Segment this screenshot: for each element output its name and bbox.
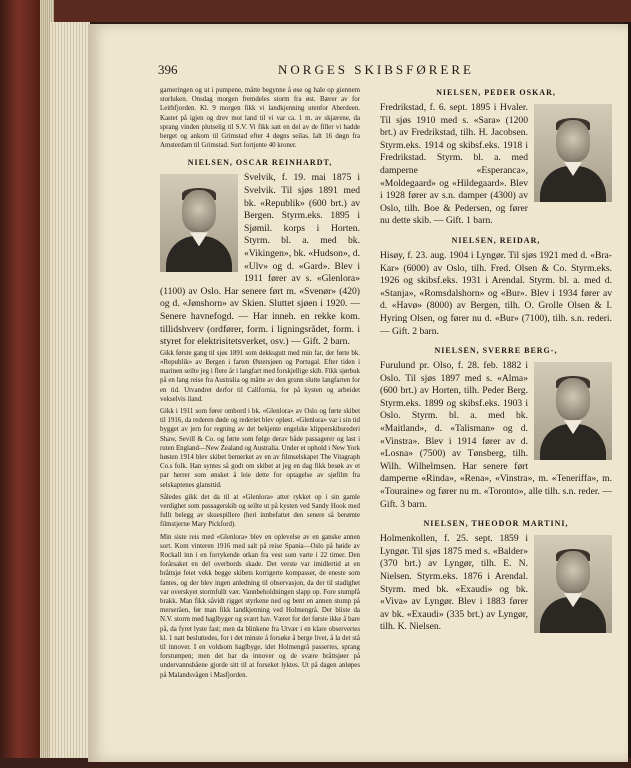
portrait-photo [534, 535, 612, 633]
entry-bio: Furulund pr. Olso, f. 28. feb. 1882 i Oslo. Til sjøs 1897 med s. «Alma» (600 brt.) av Horten, tilh. Peder Berg. Styrm.eks. 1899 og skibsf.eks. 1903 i Oslo. Styrm. bl. a. med bk. «Maitland», d. «Talisman» og d. «Vinstra». Blev i 1914 fører av d. «Losna» (7500) av Tønsberg, tilh. Wilh. Wilhelmsen. Har senere ført damperne «Rinda», «Rena», «Vinstra», m. «Teneriffa», m. «Touraine» og fører nu m. «Toronto», alle tilh. s.n. reder. — Gift. 3 barn. [380, 360, 612, 510]
entry-bio-block [160, 172, 360, 348]
entry-heading: NIELSEN, PEDER OSKAR, [436, 88, 556, 97]
story-paragraph: Således gikk det da til at «Glenlora» atter rykket op i sin gamle verdighet som passagerskib og seilte ut på kysten ved Sandy Hook med fullt belegg av skuespillere (heri innbefattet den senere så berømte filmstjerne Mary Pickford). [160, 493, 360, 529]
story-paragraph: Gikk første gang til sjøs 1891 som dekksgutt med min far, der førte bk. «Republik» av Bergen i farten Østersjøen og Portugal. Efter tiden i marinen seilte jeg i flere år i langfart med forskjellige skib. Fikk sjørbuk på en lang reise fra Australia og måtte av den grunn slutte langfarten for en tid. Utvandret derfor til California, for på kysten og arbeidet vekselvis iland. [160, 349, 360, 403]
portrait-photo [534, 362, 612, 460]
story-paragraph: Min siste reis med «Glenlora» blev en oplevelse av en ganske annen sort. Kom vinteren 1916 med salt på reise Spania—Oslo på høide av Rockall inn i en forrykende orkan fra vest som varte i 22 timer. Den forårsaket en del overbords skade. Det verste var imidlertid at en bråttsjø feiet vekk begge skibets korrigerte kompasser, de eneste som fantes, og der blev ingen anledning til observasjon, da der til stadighet var overskyet stormfullt vær. Vannbeholdningen slapp op. Fore stumpfå brakk. Man fikk såvidt rigget styrkene ned og bent en annen stump på merseråen, før man fikk landkjenning ved Holmengrå. Der bliste da N.V. storm med haglbyger og svært hav. Været for det første ikke å bare på, da fyret lyste fast; men da blinkene fra Utvær i en klare observertes kl. 1 natt besluttedes, for i det minste å forsøke å berge livet, å la det stå til innover. I en voldsom haglbyge, idet Holmengrå passertes, sprang forstumpen; men det bar da innover og de svære bråttsjøer på undervannsbåene gjorde sitt til at forseket lyktes. Ut på dagen anløpes på Malandsvågen i Masfjorden. [160, 533, 360, 679]
entry-heading: NIELSEN, THEODOR MARTINI, [423, 519, 569, 529]
entry-bio: Svelvik, f. 19. mai 1875 i Svelvik. Til sjøs 1891 med bk. «Republik» (600 brt.) av Bergen. Styrm.eks. 1895 i Sjømil. korps i Horten. Styrm. bl. a. med bk. «Vikingen», bk. «Hudson», d. «Ulv» og d. «Gard». Blev i 1911 fører av s. «Glenlora» (1100) av Oslo. Har senere ført m. «Svenør» (420) og d. «Jønshorn» av Skien. Sluttet sjøen i 1920. — Senere havnefogd. — Har inneh. en rekke kom. tillidshverv (ordfører, form. i ligningsrådet, form. i styret for elektrisitetsverket, osv.) — Gift. 2 barn. [160, 172, 360, 348]
entry-bio-block [380, 102, 612, 228]
running-header [88, 62, 628, 82]
story-paragraph: Gikk i 1911 som fører ombord i bk. «Glenlora» av Oslo og førte skibet til 1916, da rederen døde og rederiet blev opløst. «Glenlora» var i sin tid bygget av jern for regning av det bekjente engelske klipperskibsrederi Shaw, Sevill & Co. og førte som følge derav både passagerer og last i ruten England—New Zealand og Australia. Under et ophold i New York høsten 1914 blev skibet bemerket av en av filmselskapet The Vitagraph Co.s folk. Han syntes så godt om skibet at jeg en dag fikk besøk av et par herrer som ønsket å leie dette for optagelse av sjøfilm fra selskaptenes glansttid. [160, 407, 360, 489]
entry-bio-block [380, 533, 612, 635]
entry-heading: NIELSEN, OSCAR REINHARDT, [187, 158, 333, 168]
entry-bio-block [380, 360, 612, 511]
book-cover-top [0, 0, 631, 22]
entry-heading: NIELSEN, REIDAR, [451, 235, 541, 245]
book-page [88, 24, 628, 762]
entry-bio: Fredrikstad, f. 6. sept. 1895 i Hvaler. Til sjøs 1910 med s. «Sara» (1200 brt.) av Fredrikstad, tilh. H. Jacobsen. Styrm.eks. 1914 og skibsf.eks. 1918 i Fredrikstad. Styrm. bl. a. med damperne «Esperanca», «Moldegaard» og «Hildegaard». Blev i 1928 fører av s.n. damper (4300) av Oslo, tilh. Boe & Pedersen, og fører nu dette skib. — Gift. 1 barn. [380, 102, 528, 227]
entry-bio: Hisøy, f. 23. aug. 1904 i Lyngør. Til sjøs 1921 med d. «Bra-Kar» (6000) av Oslo, tilh. Fred. Olsen & Co. Styrm.eks. 1926 og skibsf.eks. 1931 i Arendal. Styrm. bl. a. med d. «Stanja», «Romsdalshorn» og «Bur». Blev i 1934 fører av d. «Havø» (8000) av Bergen, tilh. O. Grolle Olsen & I. Hyring Olsen, og fører nu d. «Bur» (7100), tilh. s.n. rederi. — Gift. 2 barn. [380, 249, 612, 337]
right-column [380, 86, 612, 635]
running-title: NORGES SKIBSFØRERE [278, 62, 474, 77]
entry-heading: NIELSEN, SVERRE BERG-, [434, 346, 558, 356]
page-stack [50, 22, 90, 762]
left-column [160, 86, 360, 683]
portrait-photo [160, 174, 238, 272]
page-number: 396 [158, 62, 178, 77]
intro-paragraph: garneringen og ut i pumpene, måtte begynne å øse og hale op giennem storluken. Onsdag morgen fremdeles storm fra øst. Bærer av for Leithfjorden. Kl. 9 morgen fikk vi landkjenning utenfor Aberdeen. Kastet på igjen og drev mot land til vi var ca. 1 m. av skjærene, da sprang vinden plutselig til S.V. Vi fikk satt en del av de filler vi hadde berget og ankom til Grimstad efter 4 døgns seilas. Ialt 16 døgn fra Amsterdam til Grimstad. Surt fortjente 40 kroner. [160, 87, 360, 150]
portrait-photo [534, 104, 612, 202]
entry-bio: Holmenkollen, f. 25. sept. 1859 i Lyngør. Til sjøs 1875 med s. «Balder» (370 brt.) av Lyngør, tilh. E. N. Nielsen. Styrm.eks. 1876 i Arendal. Styrm. med bk. «Exaudi» og bk. «Viva» av Lyngør. Blev i 1883 fører av bk. «Exaudi» (335 brt.) av Lyngør, tilh. K. Nielsen. [380, 533, 528, 633]
